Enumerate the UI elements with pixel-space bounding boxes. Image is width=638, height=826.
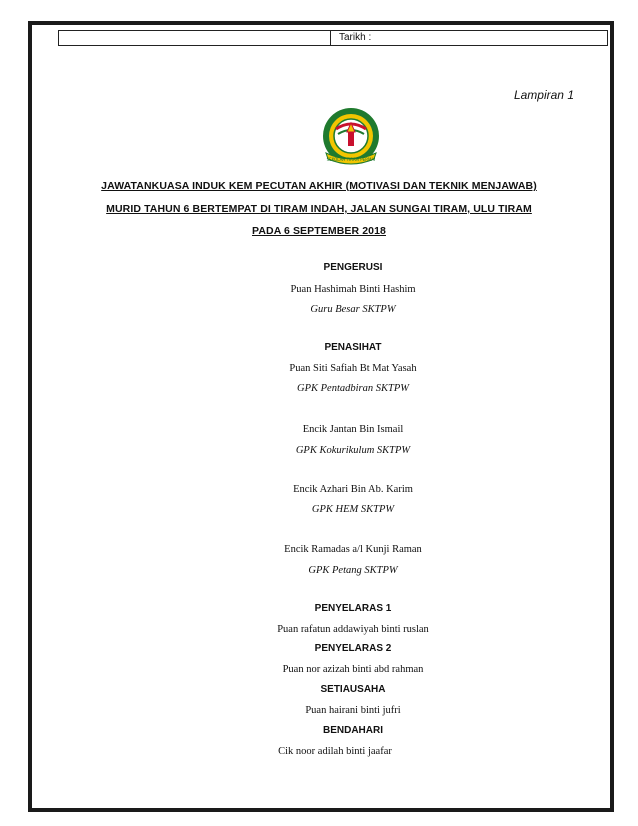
heading-line-2: MURID TAHUN 6 BERTEMPAT DI TIRAM INDAH, JALAN SUNGAI TIRAM, ULU TIRAM xyxy=(106,203,532,215)
name-penyelaras-1: Puan rafatun addawiyah binti ruslan xyxy=(277,624,429,635)
title-pengerusi: Guru Besar SKTPW xyxy=(310,304,396,315)
title-penasihat-3: GPK HEM SKTPW xyxy=(311,504,395,515)
title-penasihat-2: GPK Kokurikulum SKTPW xyxy=(295,445,411,456)
role-pengerusi: PENGERUSI xyxy=(323,262,383,273)
title-penasihat-4: GPK Petang SKTPW xyxy=(308,565,398,576)
name-penasihat-1: Puan Siti Safiah Bt Mat Yasah xyxy=(289,363,417,374)
date-box-divider xyxy=(330,31,331,45)
crest-ribbon-text: SEKOLAH TIRAM PERMAI xyxy=(326,157,376,162)
crest-torch-icon xyxy=(348,132,354,146)
role-penyelaras-2: PENYELARAS 2 xyxy=(314,643,392,654)
name-penasihat-3: Encik Azhari Bin Ab. Karim xyxy=(293,484,413,495)
name-setiausaha: Puan hairani binti jufri xyxy=(305,705,401,716)
date-label: Tarikh : xyxy=(339,32,372,43)
heading-line-3: PADA 6 SEPTEMBER 2018 xyxy=(252,225,386,237)
role-bendahari: BENDAHARI xyxy=(323,725,383,736)
role-penasihat: PENASIHAT xyxy=(324,342,382,353)
name-penasihat-2: Encik Jantan Bin Ismail xyxy=(302,424,404,435)
role-penyelaras-1: PENYELARAS 1 xyxy=(314,603,392,614)
role-setiausaha: SETIAUSAHA xyxy=(320,684,386,695)
name-pengerusi: Puan Hashimah Binti Hashim xyxy=(290,284,416,295)
name-penasihat-4: Encik Ramadas a/l Kunji Raman xyxy=(284,544,422,555)
name-bendahari: Cik noor adilah binti jaafar xyxy=(278,746,392,757)
school-crest-icon xyxy=(318,105,384,171)
date-box xyxy=(58,30,608,46)
heading-line-1: JAWATANKUASA INDUK KEM PECUTAN AKHIR (MOTIVASI DAN TEKNIK MENJAWAB) xyxy=(101,180,537,192)
appendix-label: Lampiran 1 xyxy=(513,88,574,102)
title-penasihat-1: GPK Pentadbiran SKTPW xyxy=(297,383,409,394)
name-penyelaras-2: Puan nor azizah binti abd rahman xyxy=(282,664,424,675)
